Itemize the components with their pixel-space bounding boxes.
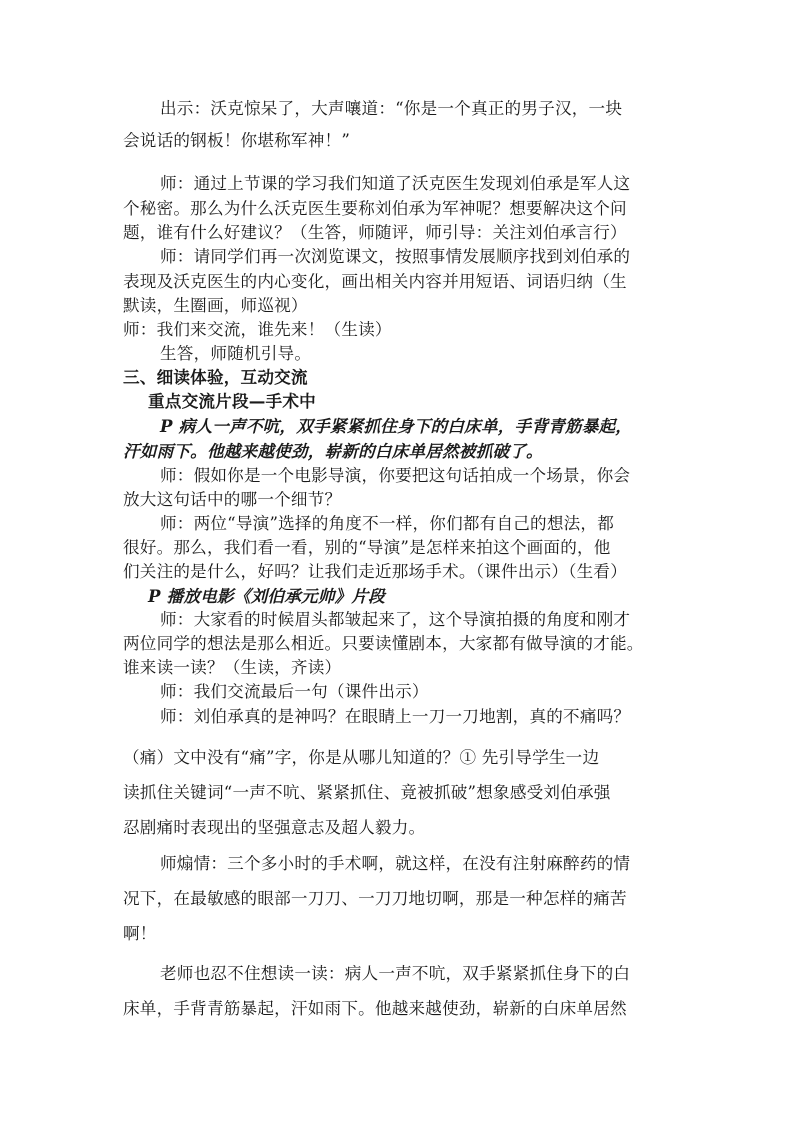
text-line: 题，谁有什么好建议？（生答，师随评，师引导：关注刘伯承言行）: [123, 223, 627, 242]
text-line: 师：请同学们再一次浏览课文，按照事情发展顺序找到刘伯承的: [160, 247, 631, 266]
text-line: 生答，师随机引导。: [160, 344, 312, 363]
text-line: 师：两位“导演”选择的角度不一样，你们都有自己的想法，都: [160, 514, 615, 533]
text-line: 很好。那么，我们看一看，别的“导演”是怎样来拍这个画面的，他: [123, 538, 611, 557]
text-line: 默读，生圈画，师巡视）: [123, 296, 308, 315]
text-line: 师：刘伯承真的是神吗？在眼睛上一刀一刀地割，真的不痛吗？: [160, 707, 631, 726]
text-line: 老师也忍不住想读一读：病人一声不吭，双手紧紧抓住身下的白: [160, 964, 631, 983]
text-line: 谁来读一读？（生读，齐读）: [123, 658, 342, 677]
text-line: 师煽情：三个多小时的手术啊，就这样，在没有注射麻醉药的情: [160, 854, 631, 873]
quoted-passage: 汗如雨下。他越来越使劲，崭新的白床单居然被抓破了。: [123, 441, 543, 461]
text-line: 师：我们来交流，谁先来！（生读）: [123, 320, 392, 339]
text-line: 们关注的是什么，好吗？让我们走近那场手术。（课件出示）（生看）: [123, 562, 628, 581]
text-line: （痛）文中没有“痛”字，你是从哪儿知道的？① 先引导学生一边: [123, 748, 600, 767]
text-line: 个秘密。那么为什么沃克医生要称刘伯承为军神呢？想要解决这个问: [123, 199, 627, 218]
text-line: 师：大家看的时候眉头都皱起来了，这个导演拍摄的角度和刚才: [160, 610, 631, 629]
text-line: 出示：沃克惊呆了，大声嚷道：“你是一个真正的男子汉，一块: [160, 99, 623, 118]
subsection-heading: 重点交流片段—手术中: [148, 392, 316, 411]
text-line: 况下，在最敏感的眼部一刀刀、一刀刀地切啊，那是一种怎样的痛苦: [123, 889, 627, 908]
text-line: 会说话的钢板！你堪称军神！”: [123, 131, 351, 150]
text-line: 表现及沃克医生的内心变化，画出相关内容并用短语、词语归纳（生: [123, 272, 627, 291]
text-line: 忍剧痛时表现出的坚强意志及超人毅力。: [123, 818, 426, 837]
text-line: 读抓住关键词“一声不吭、紧紧抓住、竟被抓破”想象感受刘伯承强: [123, 783, 611, 802]
text-line: 放大这句话中的哪一个细节？: [123, 490, 342, 509]
quoted-passage: P 病人一声不吭，双手紧紧抓住身下的白床单，手背青筋暴起，: [160, 416, 633, 436]
section-heading: 三、细读体验，互动交流: [123, 368, 308, 387]
text-line: 师：假如你是一个电影导演，你要把这句话拍成一个场景，你会: [160, 466, 631, 485]
text-line: 两位同学的想法是那么相近。只要读懂剧本，大家都有做导演的才能。: [123, 634, 644, 653]
text-line: 师：我们交流最后一句（课件出示）: [160, 682, 429, 701]
text-line: 师：通过上节课的学习我们知道了沃克医生发现刘伯承是军人这: [160, 174, 631, 193]
text-line: 床单，手背青筋暴起，汗如雨下。他越来越使劲，崭新的白床单居然: [123, 999, 627, 1018]
video-heading: P 播放电影《刘伯承元帅》片段: [148, 586, 385, 606]
text-line: 啊！: [123, 924, 157, 943]
